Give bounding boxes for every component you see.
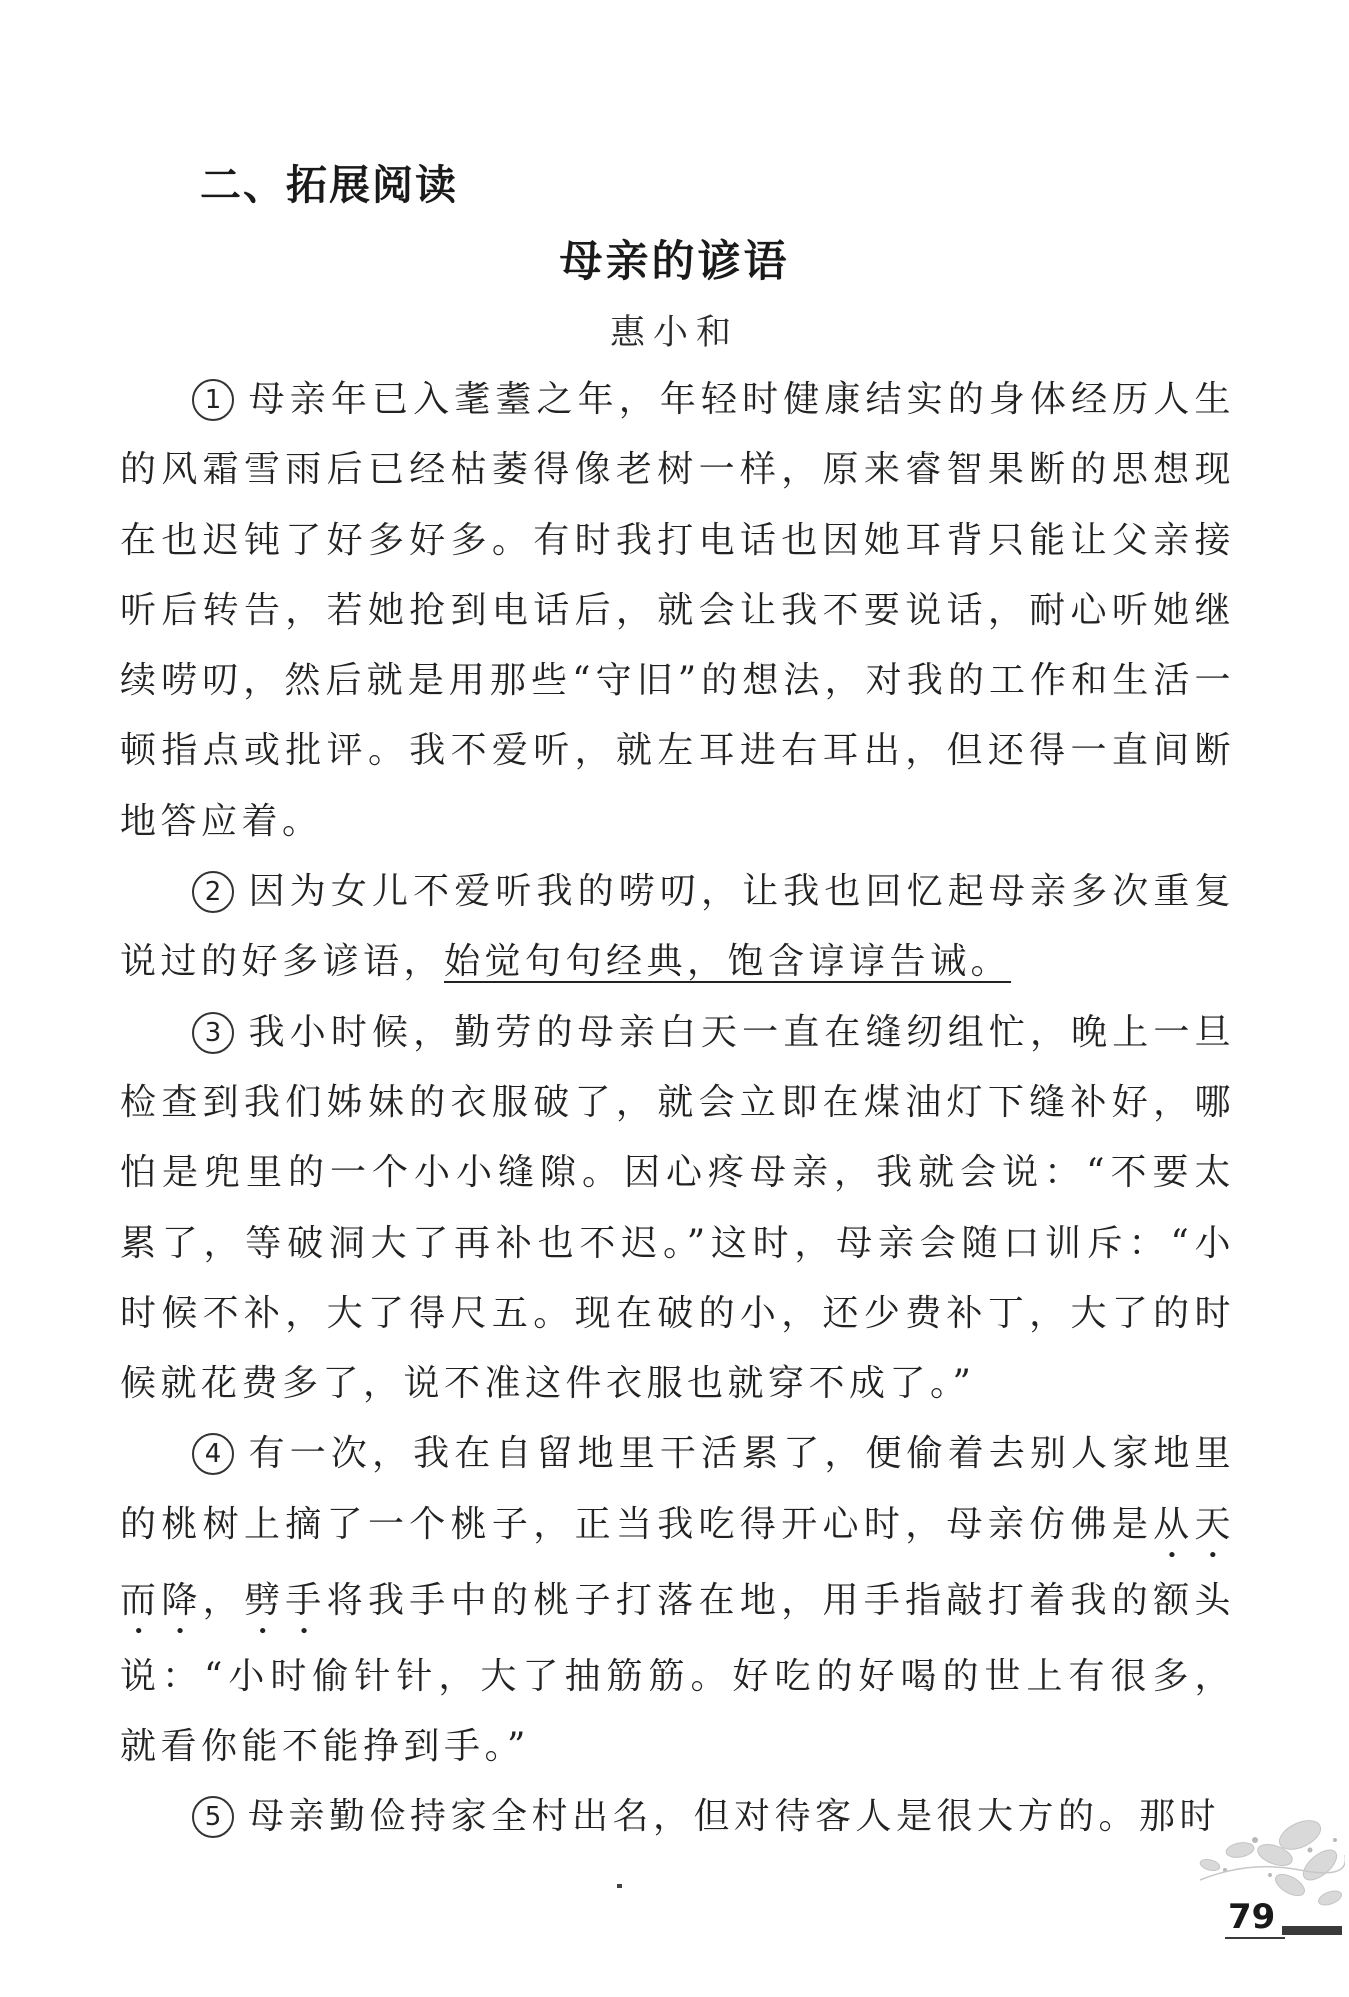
page-number-bar: [1282, 1926, 1342, 1935]
paragraph-text: ，: [202, 1579, 244, 1621]
paragraph-3: [120, 998, 1235, 1420]
paragraph-number: 3: [192, 1012, 234, 1054]
paragraph-text: 我小时候，勤劳的母亲白天一直在缝纫组忙，晚上一旦检查到我们姊妹的衣服破了，就会立即在煤油灯下缝补好，哪怕是兜里的一个小小缝隙。因心疼母亲，我就会说：“不要太累了，等破洞大了再补也不迟。”这时，母亲会随口训斥：“小时候不补，大了得尺五。现在破的小，还少费补丁，大了的时候就花费多了，说不准这件衣服也就穿不成了。”: [120, 1011, 1235, 1405]
paragraph-text: 母亲勤俭持家全村出名，但对待客人是很大方的。那时: [248, 1796, 1221, 1838]
section-heading: 二、拓展阅读: [200, 161, 458, 209]
paragraph-number: 5: [192, 1796, 234, 1838]
paragraph-5: [120, 1782, 1235, 1852]
paragraph-4: [120, 1419, 1235, 1782]
underlined-sentence: 始觉句句经典，饱含谆谆告诫。: [444, 941, 1012, 983]
article-author: 惠小和: [609, 313, 739, 353]
emphasized-phrase: 降: [161, 1579, 203, 1621]
paragraph-text: 因为女儿不爱听我的唠叨，让我也回忆起母亲多次重复说过的好多谚语，: [120, 871, 1235, 983]
print-speck: [617, 1884, 622, 1888]
article-body: [120, 365, 1235, 1853]
emphasized-phrase: 从天而: [120, 1503, 1235, 1621]
paragraph-number: 2: [192, 871, 234, 913]
page-number: 79: [1228, 1897, 1276, 1937]
paragraph-text: 母亲年已入耄耋之年，年轻时健康结实的身体经历人生的风霜雪雨后已经枯萎得像老树一样，原来睿智果断的思想现在也迟钝了好多好多。有时我打电话也因她耳背只能让父亲接听后转告，若她抢到电话后，就会让我不要说话，耐心听她继续唠叨，然后就是用那些“守旧”的想法，对我的工作和生活一顿指点或批评。我不爱听，就左耳进右耳出，但还得一直间断地答应着。: [120, 379, 1235, 842]
paragraph-text: 将我手中的桃子打落在地，用手指敲打着我的额头说：“小时偷针针，大了抽筋筋。好吃的好喝的世上有很多，就看你能不能挣到手。”: [120, 1579, 1235, 1768]
paragraph-2: [120, 857, 1235, 998]
page-number-rule: [1225, 1937, 1285, 1939]
paragraph-text: 有一次，我在自留地里干活累了，便偷着去别人家地里的桃树上摘了一个桃子，正当我吃得开心时，母亲仿佛是: [120, 1433, 1235, 1545]
paragraph-number: 1: [192, 379, 234, 421]
article-title: 母亲的谚语: [559, 237, 790, 287]
emphasized-phrase: 劈手: [243, 1579, 327, 1621]
paragraph-1: [120, 365, 1235, 857]
paragraph-number: 4: [192, 1433, 234, 1475]
